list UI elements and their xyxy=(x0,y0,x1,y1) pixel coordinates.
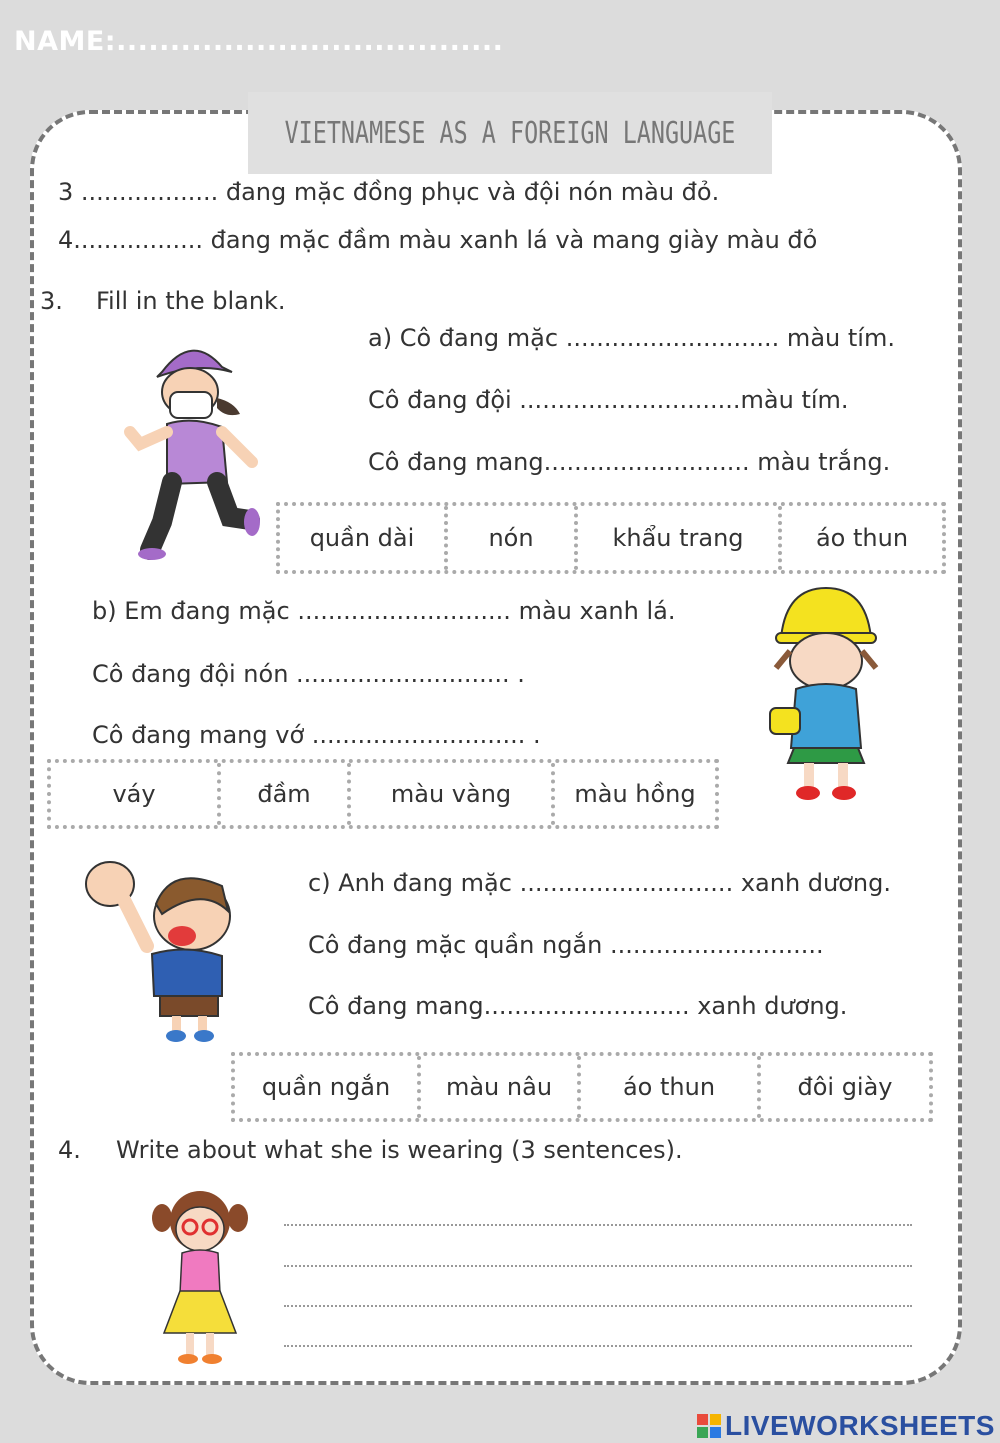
logo-blocks-icon xyxy=(697,1414,721,1438)
word-bank-item[interactable]: váy xyxy=(51,763,221,825)
logo-text: LIVEWORKSHEETS xyxy=(725,1410,995,1441)
word-bank-item[interactable]: áo thun xyxy=(815,524,909,552)
previous-item-4: 4................. đang mặc đầm màu xanh lá và mang giày màu đỏ xyxy=(58,226,818,254)
question-a-line-1: a) Cô đang mặc ............................ màu tím. xyxy=(368,324,895,352)
writing-line[interactable] xyxy=(284,1345,912,1347)
section-4-heading: Write about what she is wearing (3 sentences). xyxy=(116,1136,683,1164)
word-bank-item[interactable]: nón xyxy=(448,506,578,570)
section-3-number: 3. xyxy=(40,287,63,315)
running-woman-illustration xyxy=(122,332,262,562)
word-bank-item[interactable]: màu nâu xyxy=(421,1056,581,1118)
writing-line[interactable] xyxy=(284,1265,912,1267)
question-c-line-1: c) Anh đang mặc ............................ xanh dương. xyxy=(308,869,891,897)
name-field-label: NAME:.................................... xyxy=(14,26,504,57)
question-a-line-3: Cô đang mang........................... màu trắng. xyxy=(368,448,891,476)
question-b-line-2: Cô đang đội nón ............................ . xyxy=(92,660,525,688)
word-bank-item[interactable]: quần dài xyxy=(280,506,448,570)
girl-with-glasses-illustration xyxy=(150,1183,250,1368)
cheering-boy-illustration xyxy=(82,856,242,1046)
word-bank-item[interactable]: đôi giày xyxy=(797,1073,893,1101)
writing-line[interactable] xyxy=(284,1224,912,1226)
word-bank-item[interactable]: màu vàng xyxy=(351,763,555,825)
liveworksheets-logo xyxy=(697,1410,995,1442)
word-bank-item[interactable]: áo thun xyxy=(581,1056,761,1118)
question-c-line-2: Cô đang mặc quần ngắn ............................ xyxy=(308,931,824,959)
section-3-heading: Fill in the blank. xyxy=(96,287,286,315)
word-bank-a xyxy=(276,502,946,574)
word-bank-c xyxy=(231,1052,933,1122)
question-c-line-3: Cô đang mang........................... xanh dương. xyxy=(308,992,848,1020)
word-bank-item[interactable]: khẩu trang xyxy=(578,506,782,570)
section-4-number: 4. xyxy=(58,1136,81,1164)
question-b-line-3: Cô đang mang vớ ............................ . xyxy=(92,721,541,749)
question-b-line-1: b) Em đang mặc ............................ màu xanh lá. xyxy=(92,597,676,625)
previous-item-3: 3 .................. đang mặc đồng phục và đội nón màu đỏ. xyxy=(58,178,720,206)
title-banner xyxy=(248,92,772,174)
schoolgirl-illustration xyxy=(766,583,886,808)
word-bank-b xyxy=(47,759,719,829)
page-title: VIETNAMESE AS A FOREIGN LANGUAGE xyxy=(284,115,736,151)
question-a-line-2: Cô đang đội .............................màu tím. xyxy=(368,386,849,414)
word-bank-item[interactable]: quần ngắn xyxy=(235,1056,421,1118)
writing-line[interactable] xyxy=(284,1305,912,1307)
word-bank-item[interactable]: màu hồng xyxy=(574,780,696,808)
word-bank-item[interactable]: đầm xyxy=(221,763,351,825)
